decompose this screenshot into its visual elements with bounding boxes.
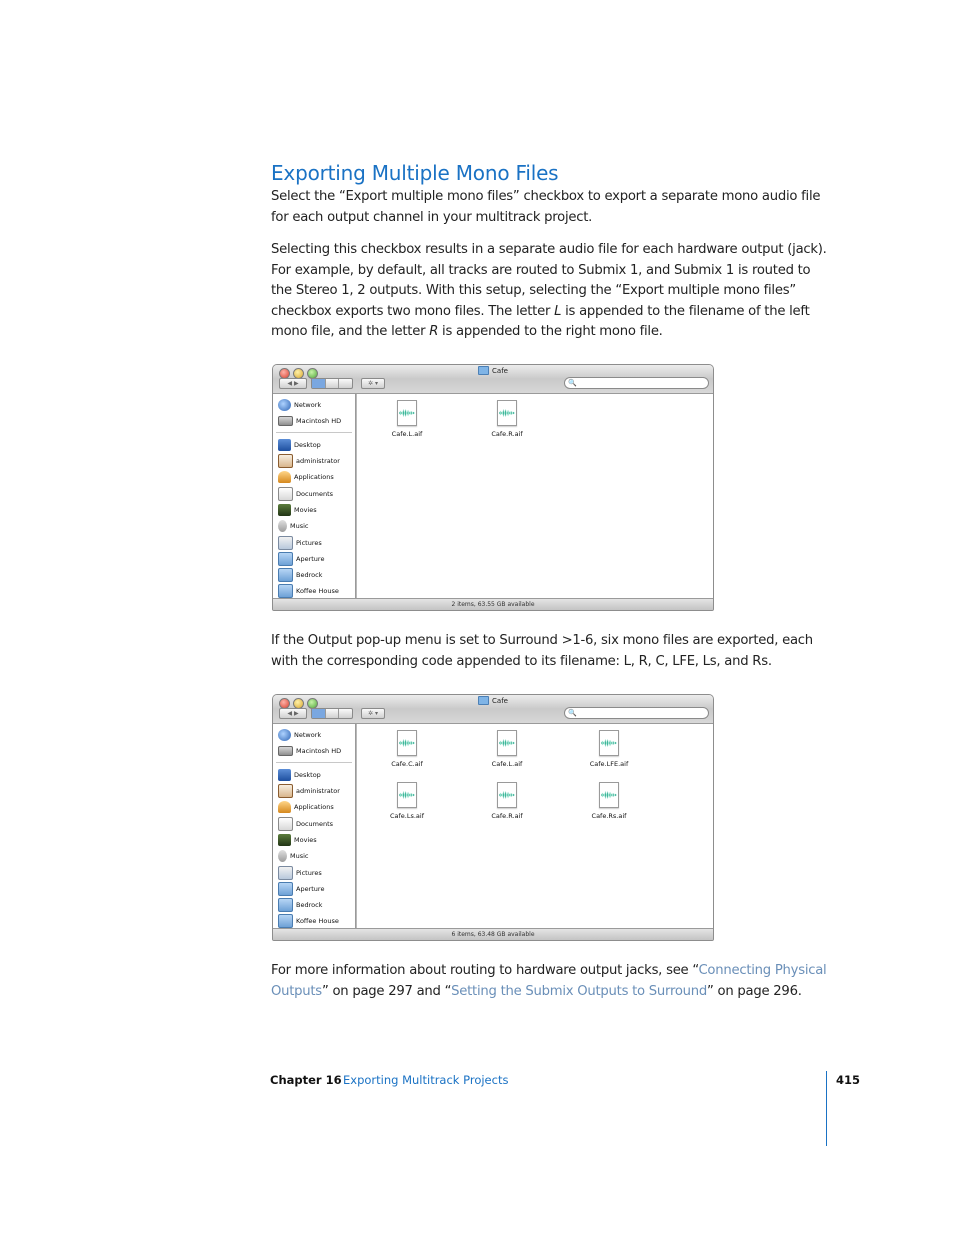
sidebar-item-label: Bedrock (296, 901, 323, 910)
icon-view-button[interactable] (312, 709, 326, 718)
finder-toolbar (273, 365, 713, 394)
window-title: Cafe (478, 696, 508, 705)
folder-icon (278, 898, 293, 912)
home-icon (278, 784, 293, 798)
view-mode-buttons[interactable] (311, 708, 353, 719)
reference-paragraph: For more information about routing to hardware output jacks, see “Connecting Physical Outputs” on page 297 and “Setting the Submix Outputs to Surround” on page 296. (271, 963, 827, 999)
sidebar-item-label: Aperture (296, 554, 325, 563)
sidebar-item[interactable] (273, 534, 355, 550)
audio-file-icon (397, 730, 417, 756)
column-view-button[interactable] (339, 709, 352, 718)
desktop-icon (278, 439, 291, 451)
action-menu-button[interactable]: ✲ ▾ (361, 708, 385, 719)
folder-icon (278, 584, 293, 598)
music-icon (278, 850, 287, 862)
folder-icon (278, 552, 293, 566)
sidebar-item[interactable] (273, 848, 355, 864)
sidebar-item-label: Macintosh HD (296, 417, 342, 426)
footer-divider (826, 1071, 827, 1146)
finder-window-stereo (272, 364, 714, 611)
audio-file-icon (497, 782, 517, 808)
audio-file-icon (497, 400, 517, 426)
action-menu-button[interactable]: ✲ ▾ (361, 378, 385, 389)
icon-view-button[interactable] (312, 379, 326, 388)
audio-file-icon (397, 400, 417, 426)
surround-paragraph: If the Output pop-up menu is set to Surround >1-6, six mono files are exported, each with the corresponding code appended to its filename: L, R, C, LFE, Ls, and Rs. (271, 633, 813, 669)
sidebar-item-label: Movies (294, 835, 317, 844)
file-name: Cafe.R.aif (491, 812, 523, 820)
sidebar-item-label: Movies (294, 505, 317, 514)
sidebar-item[interactable] (273, 469, 355, 485)
file-name: Cafe.R.aif (491, 430, 523, 438)
music-icon (278, 520, 287, 532)
sidebar-item[interactable] (273, 832, 355, 848)
finder-content (356, 724, 713, 928)
folder-icon (478, 366, 489, 375)
finder-sidebar (273, 394, 356, 598)
column-view-button[interactable] (339, 379, 352, 388)
movies-icon (278, 834, 291, 846)
sidebar-item[interactable] (273, 864, 355, 880)
documents-icon (278, 817, 293, 831)
sidebar-item-label: Koffee House (296, 917, 339, 926)
sidebar-item[interactable] (273, 799, 355, 815)
network-icon (278, 729, 291, 741)
audio-file-icon (397, 782, 417, 808)
sidebar-item-label: Documents (296, 489, 334, 498)
sidebar-item-label: Aperture (296, 884, 325, 893)
sidebar-item[interactable] (273, 783, 355, 799)
hard-drive-icon (278, 746, 293, 756)
finder-content (356, 394, 713, 598)
sidebar-item-label: Pictures (296, 868, 322, 877)
applications-icon (278, 471, 291, 483)
audio-file-icon (599, 782, 619, 808)
back-forward-button[interactable]: ◀ ▶ (279, 708, 307, 719)
desktop-icon (278, 769, 291, 781)
folder-icon (278, 882, 293, 896)
sidebar-item[interactable] (273, 727, 355, 743)
status-bar: 6 items, 63.48 GB available (273, 928, 713, 940)
sidebar-item[interactable] (273, 881, 355, 897)
sidebar-item-label: Network (294, 401, 322, 410)
sidebar-item[interactable] (273, 913, 355, 929)
audio-file-icon (599, 730, 619, 756)
file-item[interactable] (477, 400, 537, 438)
file-item[interactable] (477, 782, 537, 820)
file-item[interactable] (477, 730, 537, 768)
file-name: Cafe.C.aif (391, 760, 423, 768)
list-view-button[interactable] (326, 379, 340, 388)
sidebar-item[interactable] (273, 453, 355, 469)
status-bar: 2 items, 63.55 GB available (273, 598, 713, 610)
file-name: Cafe.Ls.aif (389, 812, 425, 820)
file-name: Cafe.Rs.aif (591, 812, 627, 820)
sidebar-item[interactable] (273, 397, 355, 413)
link-connecting-physical-outputs[interactable]: Connecting Physical Outputs (271, 963, 827, 999)
footer-chapter-title[interactable]: Exporting Multitrack Projects (343, 1073, 509, 1087)
search-icon: 🔍 (568, 709, 577, 717)
file-name: Cafe.L.aif (391, 430, 423, 438)
routing-paragraph: Selecting this checkbox results in a separate audio file for each hardware output (jack). For example, by default, all tracks are routed to Submix 1, and Submix 1 is routed to the Stereo 1, 2 outputs. With this setup, selecting the “Export multiple mono files” checkbox exports two mono files. The letter L is appended to the filename of the left mono file, and the letter R is appended to the right mono file. (271, 242, 827, 339)
view-mode-buttons[interactable] (311, 378, 353, 389)
back-forward-button[interactable]: ◀ ▶ (279, 378, 307, 389)
file-item[interactable] (377, 730, 437, 768)
section-heading: Exporting Multiple Mono Files (271, 161, 559, 185)
sidebar-item-label: Music (290, 522, 309, 531)
sidebar-item[interactable] (273, 583, 355, 599)
sidebar-item-label: administrator (296, 787, 340, 796)
search-input[interactable] (564, 377, 709, 389)
sidebar-item[interactable] (273, 518, 355, 534)
sidebar-item-label: administrator (296, 457, 340, 466)
sidebar-item-label: Bedrock (296, 571, 323, 580)
file-item[interactable] (377, 782, 437, 820)
sidebar-divider (276, 762, 352, 763)
sidebar-item[interactable] (273, 567, 355, 583)
sidebar-item-label: Music (290, 852, 309, 861)
sidebar-item-label: Applications (294, 803, 334, 812)
sidebar-item[interactable] (273, 437, 355, 453)
sidebar-item[interactable] (273, 551, 355, 567)
sidebar-item-label: Macintosh HD (296, 747, 342, 756)
sidebar-item-label: Desktop (294, 770, 321, 779)
link-setting-submix-outputs[interactable]: Setting the Submix Outputs to Surround (451, 983, 708, 999)
documents-icon (278, 487, 293, 501)
file-name: Cafe.L.aif (491, 760, 523, 768)
sidebar-item[interactable] (273, 413, 355, 429)
sidebar-item[interactable] (273, 502, 355, 518)
finder-sidebar (273, 724, 356, 928)
file-item[interactable] (579, 730, 639, 768)
audio-file-icon (497, 730, 517, 756)
folder-icon (278, 914, 293, 928)
sidebar-item-label: Network (294, 731, 322, 740)
footer-chapter-number: Chapter 16 (270, 1073, 342, 1087)
sidebar-item-label: Desktop (294, 440, 321, 449)
pictures-icon (278, 866, 293, 880)
movies-icon (278, 504, 291, 516)
sidebar-item-label: Pictures (296, 538, 322, 547)
sidebar-item[interactable] (273, 767, 355, 783)
sidebar-item[interactable] (273, 485, 355, 501)
folder-icon (278, 568, 293, 582)
intro-paragraph: Select the “Export multiple mono files” checkbox to export a separate mono audio file for each output channel in your multitrack project. (271, 189, 821, 225)
network-icon (278, 399, 291, 411)
finder-toolbar (273, 695, 713, 724)
window-title: Cafe (478, 366, 508, 375)
sidebar-item[interactable] (273, 897, 355, 913)
applications-icon (278, 801, 291, 813)
page-number: 415 (836, 1073, 861, 1087)
sidebar-item-label: Koffee House (296, 587, 339, 596)
sidebar-item[interactable] (273, 743, 355, 759)
hard-drive-icon (278, 416, 293, 426)
file-name: Cafe.LFE.aif (589, 760, 629, 768)
home-icon (278, 454, 293, 468)
list-view-button[interactable] (326, 709, 340, 718)
file-item[interactable] (579, 782, 639, 820)
sidebar-item-label: Applications (294, 473, 334, 482)
search-icon: 🔍 (568, 379, 577, 387)
sidebar-divider (276, 432, 352, 433)
folder-icon (478, 696, 489, 705)
sidebar-item[interactable] (273, 815, 355, 831)
sidebar-item-label: Documents (296, 819, 334, 828)
finder-window-surround (272, 694, 714, 941)
search-input[interactable] (564, 707, 709, 719)
pictures-icon (278, 536, 293, 550)
file-item[interactable] (377, 400, 437, 438)
